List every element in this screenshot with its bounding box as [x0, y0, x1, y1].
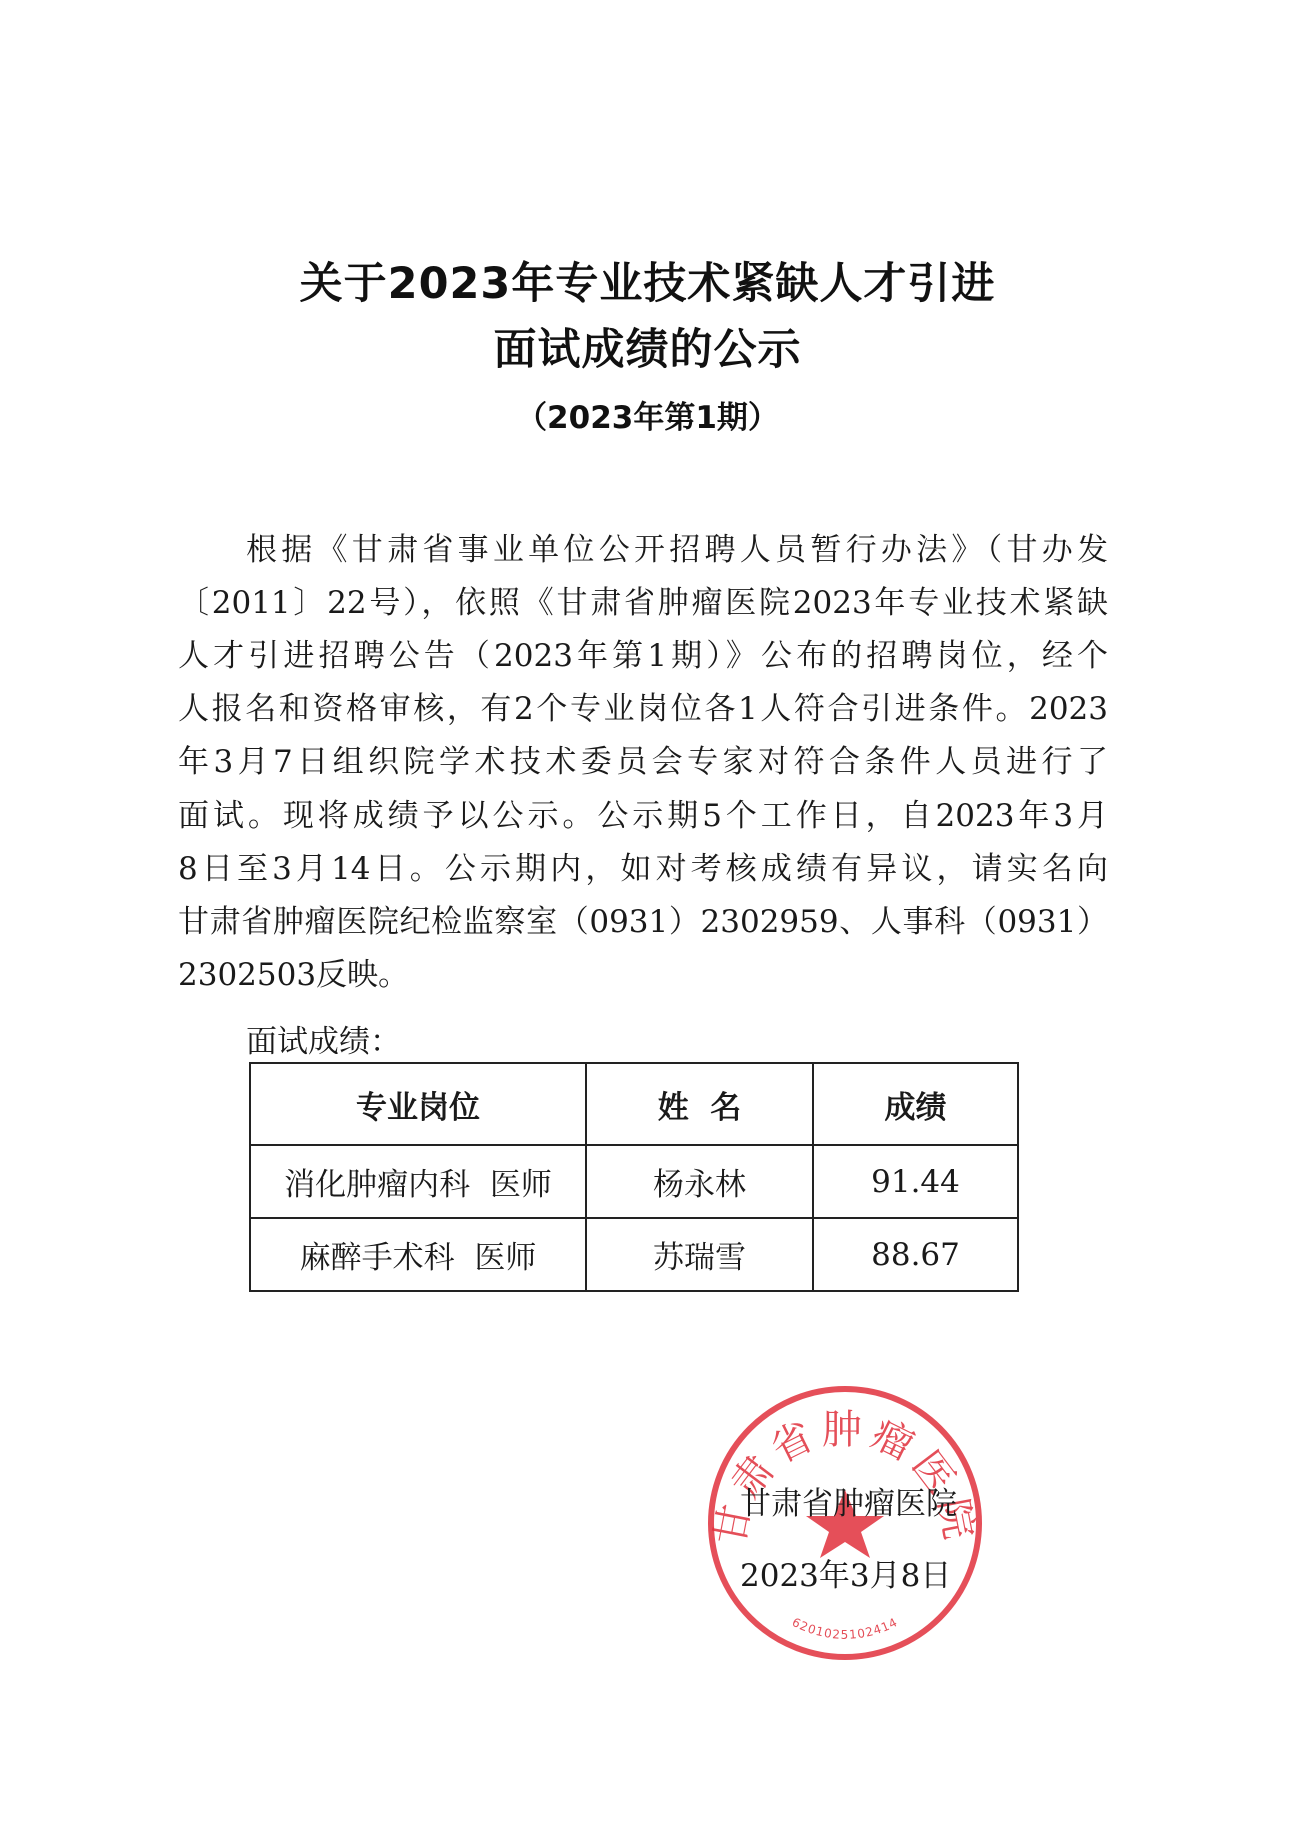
cell-score: 91.44 [813, 1145, 1018, 1218]
paragraph-line: 〔2011〕22号），依照《甘肃省肿瘤医院2023年专业技术紧缺 [178, 585, 1108, 621]
scores-table [249, 1062, 1019, 1292]
cell-name: 苏瑞雪 [586, 1218, 813, 1291]
official-seal-icon [700, 1378, 990, 1668]
paragraph-line: 人才引进招聘公告（2023年第1期）》公布的招聘岗位，经个 [178, 638, 1108, 674]
scores-label: 面试成绩： [246, 1024, 401, 1060]
table-row [250, 1145, 1018, 1218]
paragraph-line: 年3月7日组织院学术技术委员会专家对符合条件人员进行了 [178, 744, 1108, 780]
header-score: 成绩 [813, 1063, 1018, 1145]
paragraph-line: 甘肃省肿瘤医院纪检监察室（0931）2302959、人事科（0931） [178, 904, 1108, 940]
paragraph-line: 人报名和资格审核，有2个专业岗位各1人符合引进条件。2023 [178, 691, 1108, 727]
document-title-line-1: 关于2023年专业技术紧缺人才引进 [299, 259, 996, 309]
table-header-row [250, 1063, 1018, 1145]
cell-name: 杨永林 [586, 1145, 813, 1218]
cell-position: 消化肿瘤内科 医师 [250, 1145, 586, 1218]
table-row [250, 1218, 1018, 1291]
paragraph-line: 面试。现将成绩予以公示。公示期5个工作日，自2023年3月 [178, 798, 1108, 834]
issue-number: （2023年第1期） [516, 400, 779, 436]
paragraph-line: 根据《甘肃省事业单位公开招聘人员暂行办法》（甘办发 [246, 532, 1108, 568]
svg-text:6201025102414 [790, 1615, 901, 1642]
cell-score: 88.67 [813, 1218, 1018, 1291]
paragraph-line: 8日至3月14日。公示期内，如对考核成绩有异议，请实名向 [178, 851, 1108, 887]
header-position: 专业岗位 [250, 1063, 586, 1145]
header-name: 姓 名 [586, 1063, 813, 1145]
seal-code: 6201025102414 [789, 1614, 901, 1642]
seal-text: 甘肃省肿瘤医院 [707, 1407, 983, 1549]
cell-position: 麻醉手术科 医师 [250, 1218, 586, 1291]
signature-organization: 甘肃省肿瘤医院 [740, 1486, 957, 1522]
signature-date: 2023年3月8日 [740, 1558, 952, 1594]
document-title-line-2: 面试成绩的公示 [493, 325, 802, 375]
paragraph-line: 2302503反映。 [178, 957, 410, 993]
